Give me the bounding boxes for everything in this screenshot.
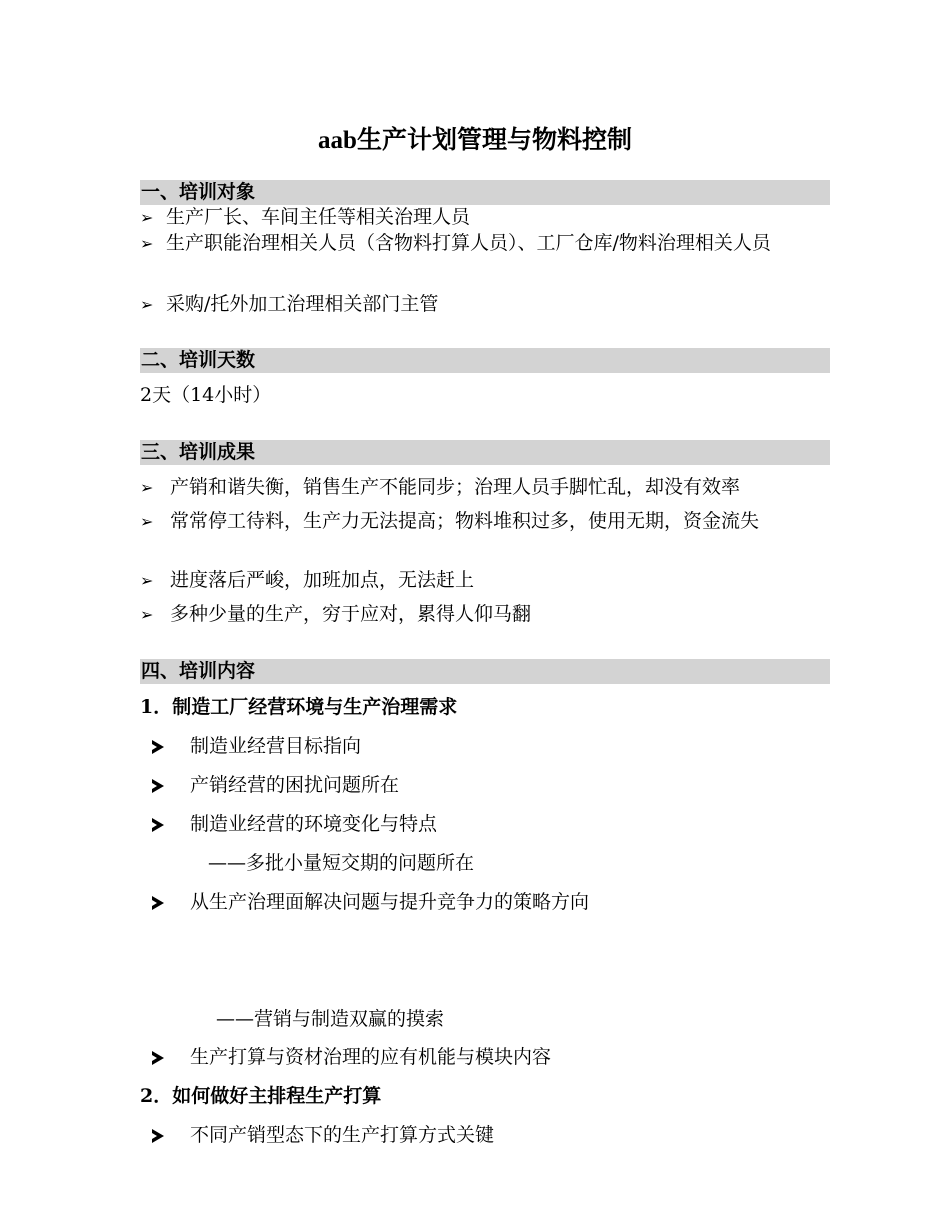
list-item-text: 生产厂长、车间主任等相关治理人员 — [166, 206, 471, 228]
list-item-text: 生产打算与资材治理的应有机能与模块内容 — [190, 1046, 552, 1068]
list-item-text: 不同产销型态下的生产打算方式关键 — [190, 1124, 495, 1146]
dash-note: ——多批小量短交期的问题所在 — [208, 852, 475, 874]
subsection-title-2: 2．如何做好主排程生产打算 — [140, 1085, 382, 1107]
triangle-bullet-icon — [152, 779, 164, 793]
list-item — [140, 292, 438, 317]
list-item — [140, 568, 474, 593]
list-item-text: 进度落后严峻，加班加点，无法赶上 — [170, 569, 475, 591]
list-item-text: 产销经营的困扰问题所在 — [190, 774, 400, 796]
page-title: aab生产计划管理与物料控制 — [318, 127, 632, 154]
list-item — [140, 509, 830, 559]
list-item-text: 制造业经营目标指向 — [190, 735, 362, 757]
list-item-text: 采购/托外加工治理相关部门主管 — [166, 293, 439, 315]
arrow-bullet-icon: ➢ — [140, 295, 154, 314]
list-item — [140, 475, 740, 500]
arrow-bullet-icon: ➢ — [140, 478, 154, 497]
list-item — [140, 602, 531, 627]
list-item — [140, 231, 830, 256]
triangle-bullet-icon — [152, 1051, 164, 1065]
list-item-text: 常常停工待料，生产力无法提高；物料堆积过多，使用无期，资金流失 — [170, 510, 760, 532]
arrow-bullet-icon: ➢ — [140, 605, 154, 624]
list-item-text: 制造业经营的环境变化与特点 — [190, 813, 438, 835]
list-item-text: 多种少量的生产，穷于应对，累得人仰马翻 — [170, 603, 532, 625]
triangle-bullet-icon — [152, 740, 164, 754]
arrow-bullet-icon: ➢ — [140, 512, 154, 531]
training-days-text: 2天（14小时） — [140, 384, 272, 406]
list-item — [140, 205, 470, 230]
triangle-bullet-icon — [152, 1129, 164, 1143]
triangle-bullet-icon — [152, 818, 164, 832]
section-heading-training-results: 三、培训成果 — [140, 440, 830, 465]
list-item-text: 产销和谐失衡，销售生产不能同步；治理人员手脚忙乱，却没有效率 — [170, 476, 741, 498]
arrow-bullet-icon: ➢ — [140, 234, 154, 253]
arrow-bullet-icon: ➢ — [140, 571, 154, 590]
section-heading-training-days: 二、培训天数 — [140, 348, 830, 373]
arrow-bullet-icon: ➢ — [140, 208, 154, 227]
dash-note: ——营销与制造双赢的摸索 — [216, 1008, 445, 1030]
section-heading-training-content: 四、培训内容 — [140, 659, 830, 684]
section-heading-training-target: 一、培训对象 — [140, 180, 830, 205]
list-item-text: 生产职能治理相关人员（含物料打算人员）、工厂仓库/物料治理相关人员 — [166, 232, 771, 254]
list-item-text: 从生产治理面解决问题与提升竞争力的策略方向 — [190, 891, 590, 913]
subsection-title-1: 1．制造工厂经营环境与生产治理需求 — [140, 696, 458, 718]
triangle-bullet-icon — [152, 896, 164, 910]
